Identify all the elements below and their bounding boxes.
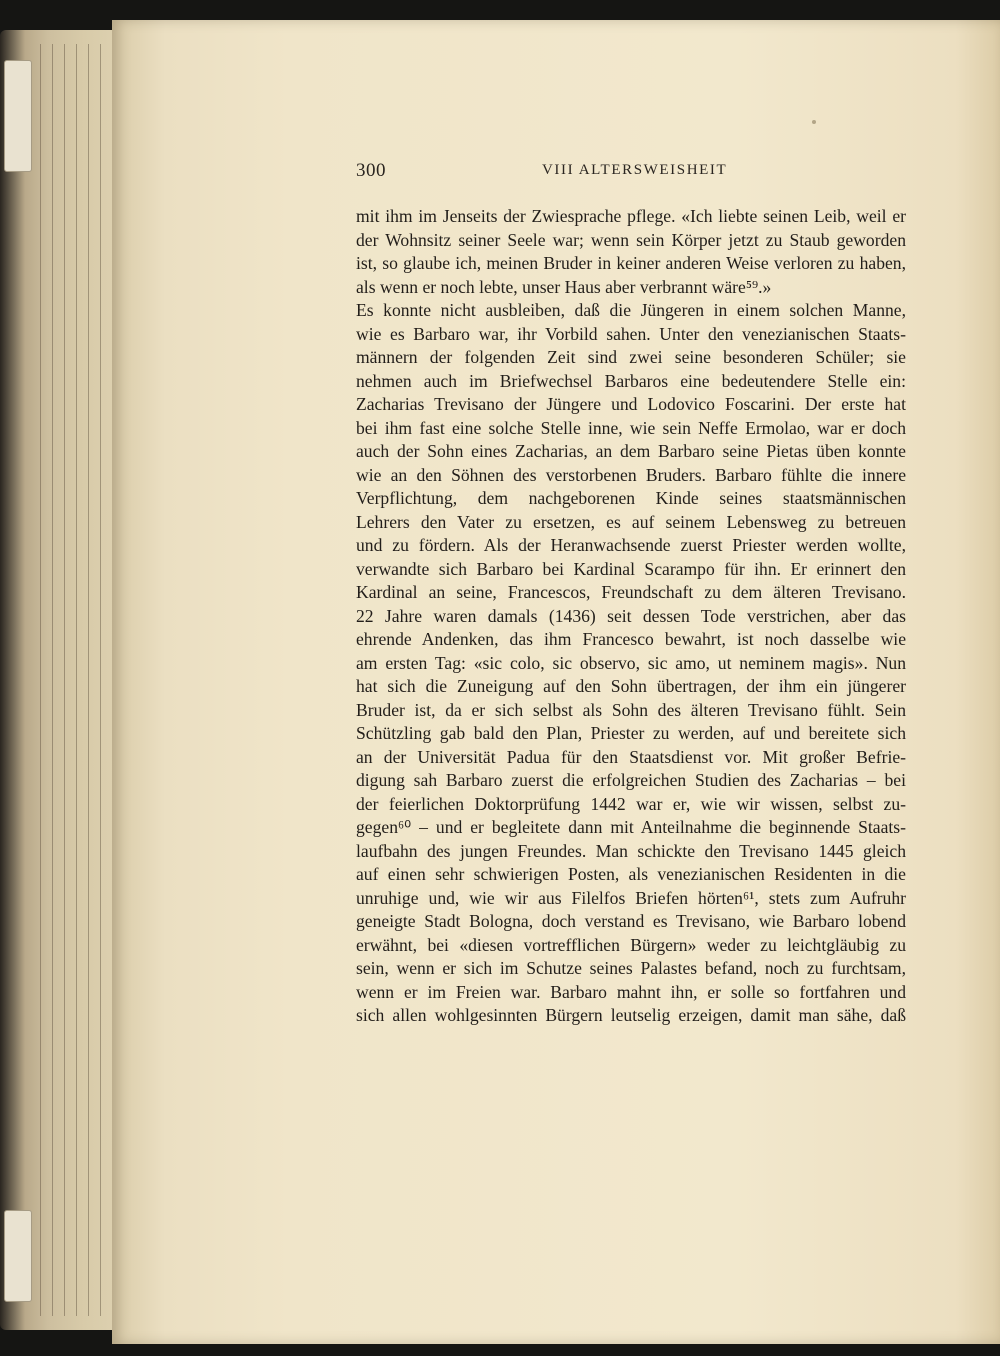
text-line: Lehrers den Vater zu ersetzen, es auf seinem Lebensweg zu betreuen: [356, 511, 906, 532]
spine-tab: [4, 60, 32, 172]
text-line: Kardinal an seine, Francescos, Freundschaft zu dem älteren Trevisano.: [356, 582, 906, 602]
text-line: ist, so glaube ich, meinen Bruder in keiner anderen Weise verloren zu haben,: [356, 253, 906, 273]
page-edge-line: [88, 44, 89, 1316]
page-edge-line: [52, 44, 53, 1316]
text-line: sein, wenn er sich im Schutze seines Palastes befand, noch zu furchtsam,: [356, 958, 906, 978]
text-line: ehrende Andenken, das ihm Francesco bewahrt, ist noch dasselbe wie: [356, 629, 906, 649]
body-text: [356, 205, 906, 1028]
page-edge-line: [64, 44, 65, 1316]
text-line: bei ihm fast eine solche Stelle inne, wie sein Neffe Ermolao, war er doch: [356, 417, 906, 438]
page-edge-line: [76, 44, 77, 1316]
text-line: unruhige und, wie wir aus Filelfos Briefen hörten⁶¹, stets zum Aufruhr: [356, 887, 906, 908]
text-line: an der Universität Padua für den Staatsdienst vor. Mit großer Befrie-: [356, 746, 906, 767]
text-line: digung sah Barbaro zuerst die erfolgreichen Studien des Zacharias – bei: [356, 770, 906, 790]
text-line: der Wohnsitz seiner Seele war; wenn sein Körper jetzt zu Staub geworden: [356, 229, 906, 250]
page-edge-line: [40, 44, 41, 1316]
text-line: mit ihm im Jenseits der Zwiesprache pflege. «Ich liebte seinen Leib, weil er: [356, 206, 906, 226]
text-line: wie es Barbaro war, ihr Vorbild sahen. Unter den venezianischen Staats-: [356, 323, 906, 344]
text-line: der feierlichen Doktorprüfung 1442 war er, wie wir wissen, selbst zu-: [356, 793, 906, 814]
text-line: verwandte sich Barbaro bei Kardinal Scarampo für ihn. Er erinnert den: [356, 558, 906, 579]
page-number: 300: [356, 160, 386, 181]
text-line: gegen⁶⁰ – und er begleitete dann mit Anteilnahme die beginnende Staats-: [356, 817, 906, 837]
text-line: am ersten Tag: «sic colo, sic observo, sic amo, ut neminem magis». Nun: [356, 652, 906, 673]
text-line: auch der Sohn eines Zacharias, an dem Barbaro seine Pietas üben konnte: [356, 441, 906, 461]
text-line: Bruder ist, da er sich selbst als Sohn des älteren Trevisano fühlt. Sein: [356, 699, 906, 720]
text-line: männern der folgenden Zeit sind zwei seine besonderen Schüler; sie: [356, 347, 906, 367]
text-line: laufbahn des jungen Freundes. Man schickte den Trevisano 1445 gleich: [356, 840, 906, 861]
text-line: 22 Jahre waren damals (1436) seit dessen Tode verstrichen, aber das: [356, 605, 906, 626]
text-line: Verpflichtung, dem nachgeborenen Kinde seines staatsmännischen: [356, 488, 906, 508]
text-line: auf einen sehr schwierigen Posten, als venezianischen Residenten in die: [356, 864, 906, 884]
text-line: wenn er im Freien war. Barbaro mahnt ihn, er solle so fortfahren und: [356, 981, 906, 1002]
text-line: wie an den Söhnen des verstorbenen Bruders. Barbaro fühlte die innere: [356, 464, 906, 485]
text-line: geneigte Stadt Bologna, doch verstand es Trevisano, wie Barbaro lobend: [356, 911, 906, 931]
running-head: VIII ALTERSWEISHEIT: [542, 162, 728, 178]
text-line: und zu fördern. Als der Heranwachsende zuerst Priester werden wollte,: [356, 535, 906, 555]
text-line: Zacharias Trevisano der Jüngere und Lodovico Foscarini. Der erste hat: [356, 394, 906, 414]
text-line: sich allen wohlgesinnten Bürgern leutselig erzeigen, damit man sähe, daß: [356, 1005, 906, 1025]
page-header: [356, 160, 906, 186]
page-edge-line: [100, 44, 101, 1316]
spine-tab: [4, 1210, 32, 1302]
paper-speck: [812, 120, 816, 124]
text-line: erwähnt, bei «diesen vortrefflichen Bürgern» weder zu leichtgläubig zu: [356, 934, 906, 955]
text-line: nehmen auch im Briefwechsel Barbaros eine bedeutendere Stelle ein:: [356, 370, 906, 391]
text-line: Schützling gab bald den Plan, Priester zu werden, auf und bereitete sich: [356, 723, 906, 743]
text-line: als wenn er noch lebte, unser Haus aber verbrannt wäre⁵⁹.»: [356, 276, 772, 297]
text-line: Es konnte nicht ausbleiben, daß die Jüngeren in einem solchen Manne,: [356, 300, 906, 320]
text-line: hat sich die Zuneigung auf den Sohn übertragen, der ihm ein jüngerer: [356, 676, 906, 696]
